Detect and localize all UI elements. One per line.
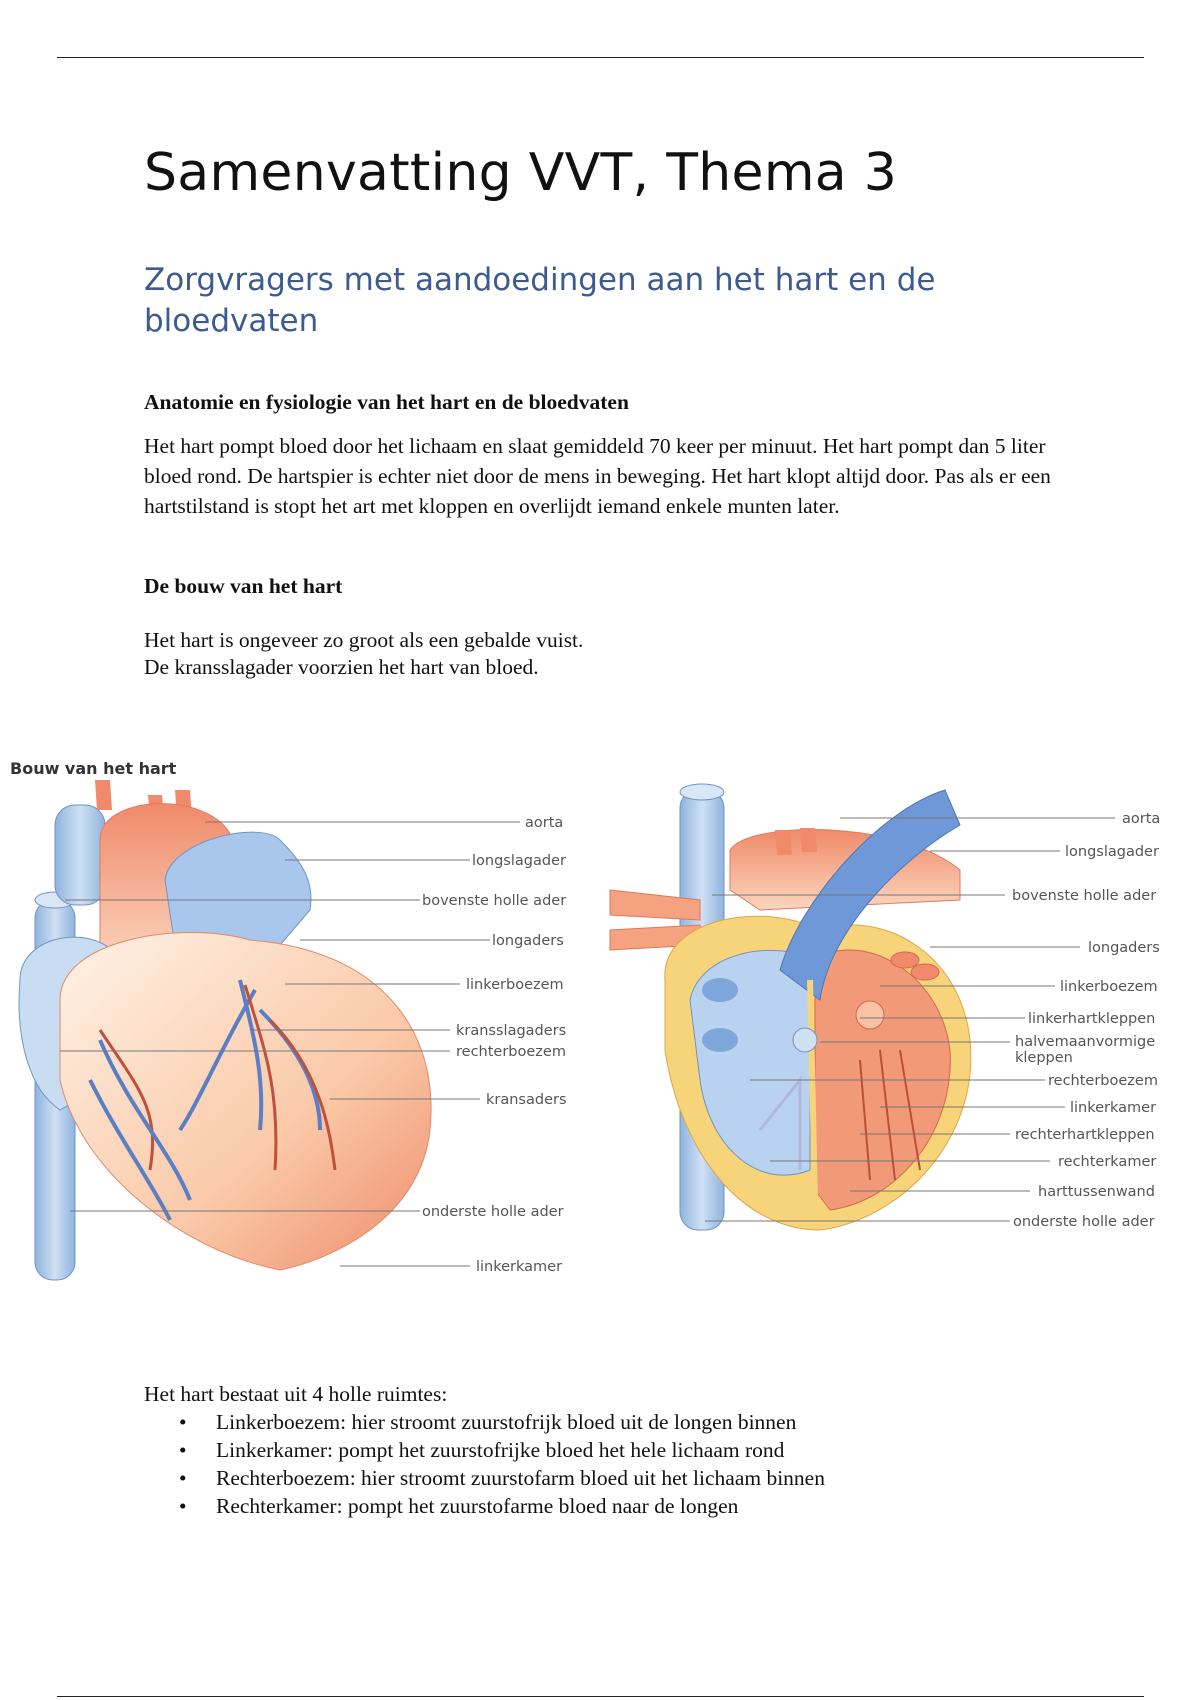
bullet-icon: • bbox=[179, 1438, 187, 1462]
left-label-kransaders: kransaders bbox=[486, 1092, 567, 1108]
right-label-harttussenwand: harttussenwand bbox=[1038, 1184, 1155, 1200]
heart-figure bbox=[0, 750, 1200, 1290]
bullet-icon: • bbox=[179, 1466, 187, 1490]
list-item bbox=[144, 1436, 1044, 1464]
bouw-line-2: De kransslagader voorzien het hart van bloed. bbox=[144, 655, 539, 679]
right-label-kleppen: kleppen bbox=[1015, 1050, 1073, 1066]
right-label-rechterkamer: rechterkamer bbox=[1058, 1154, 1157, 1170]
right-label-halvemaanvormige: halvemaanvormige bbox=[1015, 1034, 1156, 1050]
list-item bbox=[144, 1492, 1044, 1520]
list-item bbox=[144, 1408, 1044, 1436]
list-item-text: Rechterboezem: hier stroomt zuurstofarm bloed uit het lichaam binnen bbox=[216, 1466, 825, 1490]
right-label-linkerhartkleppen: linkerhartkleppen bbox=[1028, 1011, 1156, 1027]
left-label-longaders: longaders bbox=[492, 933, 564, 949]
left-label-onderste-holle-ader: onderste holle ader bbox=[422, 1204, 564, 1220]
right-label-rechterhartkleppen: rechterhartkleppen bbox=[1015, 1127, 1155, 1143]
right-label-longaders: longaders bbox=[1088, 940, 1160, 956]
chambers-section bbox=[144, 1380, 1044, 1520]
list-item-text: Linkerboezem: hier stroomt zuurstofrijk bloed uit de longen binnen bbox=[216, 1410, 797, 1434]
left-label-longslagader: longslagader bbox=[472, 853, 566, 869]
right-label-aorta: aorta bbox=[1122, 811, 1161, 827]
bullet-icon: • bbox=[179, 1410, 187, 1434]
document-title: Samenvatting VVT, Thema 3 bbox=[144, 143, 898, 203]
left-label-linkerboezem: linkerboezem bbox=[466, 977, 564, 993]
right-label-longslagader: longslagader bbox=[1065, 844, 1159, 860]
section-anatomy bbox=[144, 390, 1064, 521]
right-label-linkerkamer: linkerkamer bbox=[1070, 1100, 1157, 1116]
chambers-list bbox=[144, 1408, 1044, 1520]
section-paragraph-anatomy: Het hart pompt bloed door het lichaam en slaat gemiddeld 70 keer per minuut. Het hart pompt dan 5 liter bloed rond. De hartspier is echter niet door de mens in beweging. Het hart klopt altijd door. Pas als er een hartstilstand is stopt het art met kloppen en overlijdt iemand enkele munten later. bbox=[144, 434, 1051, 518]
right-label-rechterboezem: rechterboezem bbox=[1048, 1073, 1158, 1089]
section-heading-bouw: De bouw van het hart bbox=[144, 574, 343, 598]
heart-diagram bbox=[0, 750, 1200, 1290]
document-subtitle: Zorgvragers met aandoedingen aan het hart en de bloedvaten bbox=[144, 262, 936, 339]
cross-section-heart-illustration bbox=[610, 784, 971, 1230]
left-label-linkerkamer: linkerkamer bbox=[476, 1259, 563, 1275]
list-item-text: Rechterkamer: pompt het zuurstofarme bloed naar de longen bbox=[216, 1494, 739, 1518]
left-label-aorta: aorta bbox=[525, 815, 564, 831]
left-label-rechterboezem: rechterboezem bbox=[456, 1044, 566, 1060]
left-label-kransslagaders: kransslagaders bbox=[456, 1023, 567, 1039]
top-rule bbox=[57, 57, 1144, 58]
chambers-intro: Het hart bestaat uit 4 holle ruimtes: bbox=[144, 1382, 448, 1406]
bottom-rule bbox=[57, 1696, 1144, 1697]
left-label-bovenste-holle-ader: bovenste holle ader bbox=[422, 893, 567, 909]
list-item-text: Linkerkamer: pompt het zuurstofrijke bloed het hele lichaam rond bbox=[216, 1438, 785, 1462]
section-bouw bbox=[144, 574, 1064, 681]
bouw-line-1: Het hart is ongeveer zo groot als een gebalde vuist. bbox=[144, 628, 584, 652]
right-label-linkerboezem: linkerboezem bbox=[1060, 979, 1158, 995]
figure-title: Bouw van het hart bbox=[10, 759, 177, 778]
bullet-icon: • bbox=[179, 1494, 187, 1518]
right-label-onderste-holle-ader: onderste holle ader bbox=[1013, 1214, 1155, 1230]
section-heading-anatomy: Anatomie en fysiologie van het hart en de bloedvaten bbox=[144, 390, 629, 414]
list-item bbox=[144, 1464, 1044, 1492]
right-label-bovenste-holle-ader: bovenste holle ader bbox=[1012, 888, 1157, 904]
